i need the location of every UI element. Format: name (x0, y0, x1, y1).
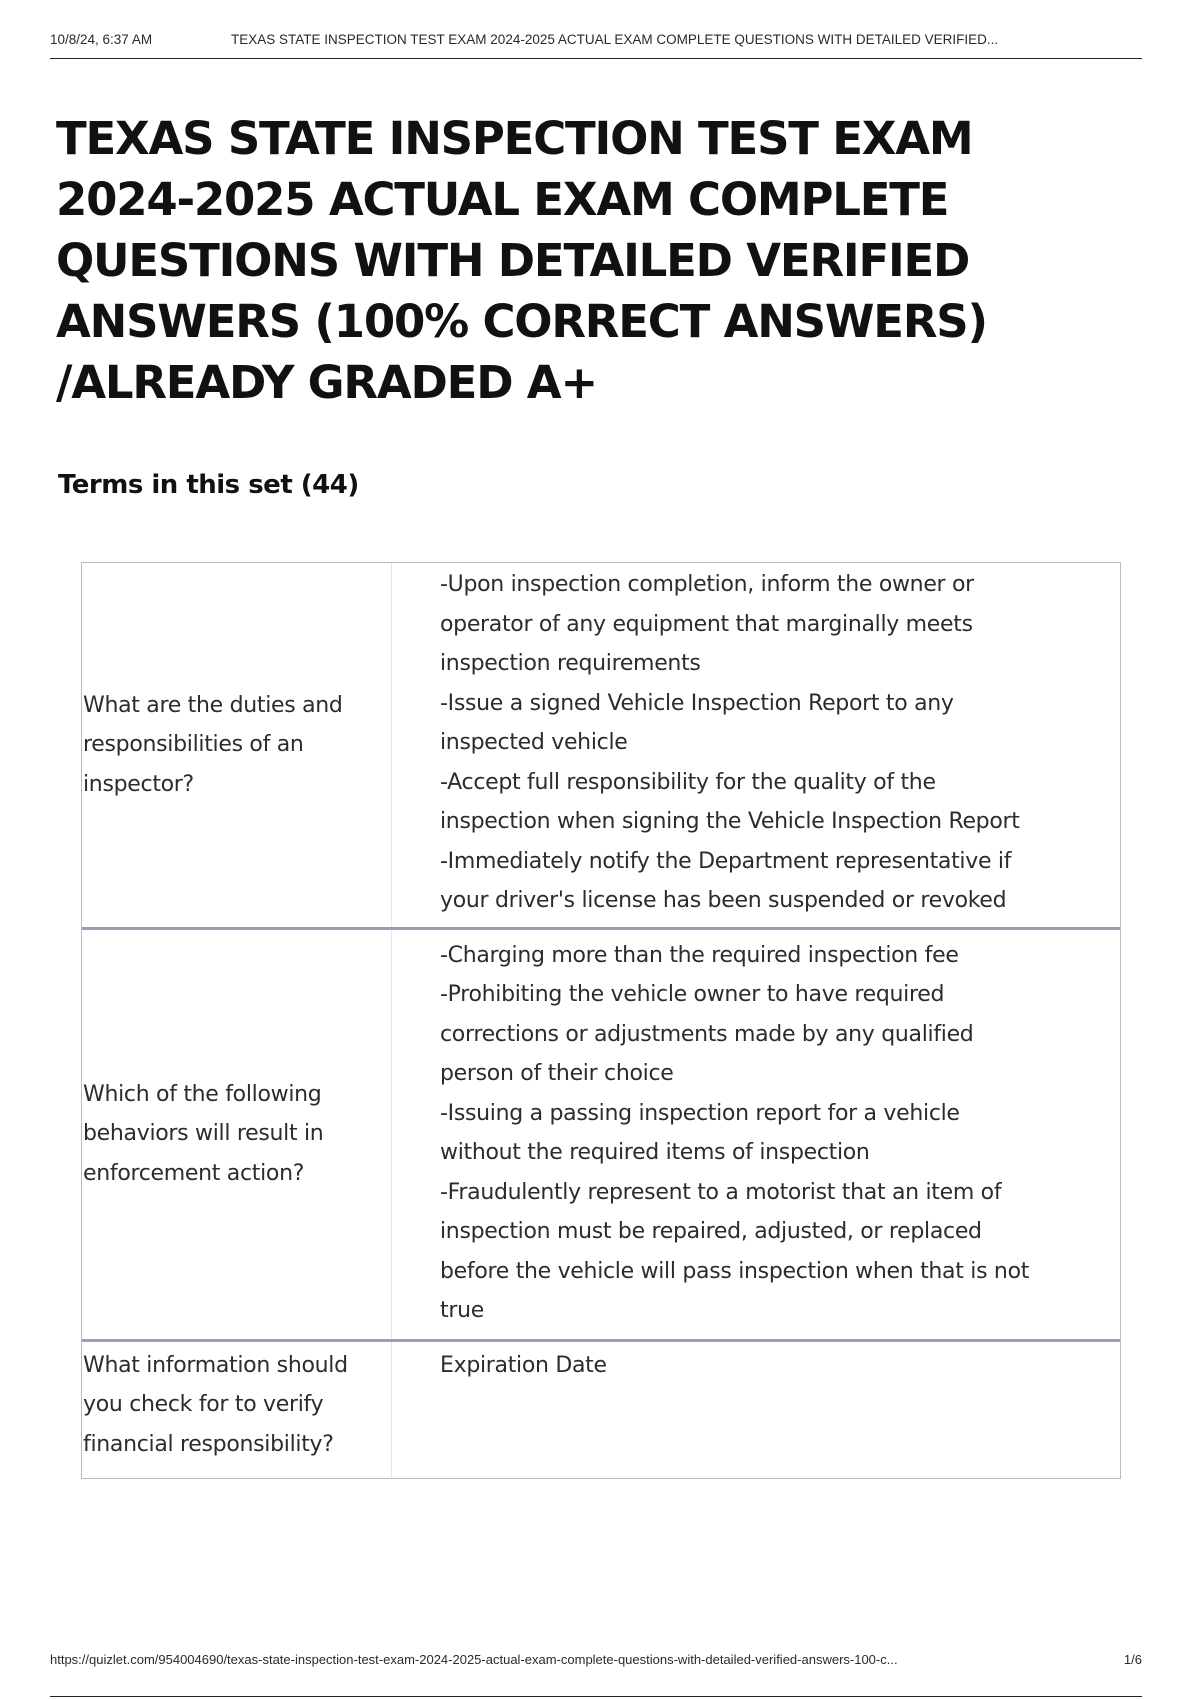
term-row (82, 563, 1120, 927)
term-text: What are the duties and responsibilities of an inspector? (83, 692, 343, 797)
term-cell (82, 563, 392, 927)
definition-line: -Immediately notify the Department representative if your driver's license has been suspended or revoked (440, 848, 1012, 913)
definition-line: -Issuing a passing inspection report for a vehicle without the required items of inspection (440, 1100, 960, 1165)
term-cell (82, 1342, 392, 1479)
page-title: TEXAS STATE INSPECTION TEST EXAM 2024-2025 ACTUAL EXAM COMPLETE QUESTIONS WITH DETAILED VERIFIED ANSWERS (100% CORRECT ANSWERS) /ALREADY GRADED A+ (56, 112, 987, 409)
definition-line: Expiration Date (440, 1352, 607, 1378)
term-row (82, 927, 1120, 1339)
footer-divider (50, 1696, 1142, 1697)
definition-line: -Prohibiting the vehicle owner to have required corrections or adjustments made by any qualified person of their choice (440, 982, 974, 1086)
definition-cell (392, 1342, 1120, 1479)
definition-line: -Charging more than the required inspection fee (440, 942, 959, 968)
terms-table (81, 562, 1121, 1479)
term-cell (82, 930, 392, 1339)
definition-line: -Fraudulently represent to a motorist that an item of inspection must be repaired, adjusted, or replaced before the vehicle will pass inspection when that is not true (440, 1179, 1030, 1323)
terms-set-heading: Terms in this set (44) (58, 470, 359, 500)
print-doc-title: TEXAS STATE INSPECTION TEST EXAM 2024-2025 ACTUAL EXAM COMPLETE QUESTIONS WITH DETAILED VERIFIED... (231, 32, 999, 47)
term-row (82, 1339, 1120, 1479)
print-footer (50, 1648, 1142, 1698)
print-header (50, 30, 1142, 59)
term-text: What information should you check for to verify financial responsibility? (83, 1352, 348, 1457)
definition-line: -Accept full responsibility for the quality of the inspection when signing the Vehicle Inspection Report (440, 769, 1020, 834)
definition-cell (392, 563, 1120, 927)
definition-line: -Issue a signed Vehicle Inspection Report to any inspected vehicle (440, 690, 954, 755)
print-timestamp: 10/8/24, 6:37 AM (50, 32, 153, 47)
page-number: 1/6 (1123, 1652, 1142, 1667)
term-text: Which of the following behaviors will result in enforcement action? (83, 1081, 324, 1186)
definition-cell (392, 930, 1120, 1339)
definition-line: -Upon inspection completion, inform the owner or operator of any equipment that marginally meets inspection requirements (440, 572, 974, 676)
page-url: https://quizlet.com/954004690/texas-state-inspection-test-exam-2024-2025-actual-exam-complete-questions-with-detailed-verified-answers-100-c... (50, 1652, 898, 1667)
